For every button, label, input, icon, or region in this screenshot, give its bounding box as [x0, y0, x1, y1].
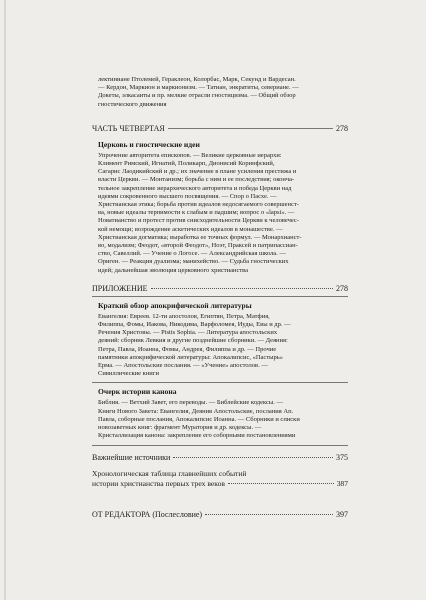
body-line: во, модализм; Феодот, «второй Феодот», Ноэт, Праксей и патрипассиан-	[98, 242, 298, 250]
body-line: идеями сокровенного высшего посвящения. — Спор о Пасхе. —	[98, 192, 277, 200]
toc-entry-sources[interactable]	[92, 452, 348, 463]
section-title-church: Церковь и гностические идеи	[98, 139, 200, 149]
body-line: Новатианство и протест против снисходительности Церкви к человечес-	[98, 217, 299, 225]
toc-entry-row	[92, 479, 348, 489]
section-title-apocrypha: Краткий обзор апокрифической литературы	[98, 300, 252, 310]
body-line: Ерма. — Апостольские послания. — «Учение» апостолов. —	[98, 362, 268, 370]
editor-heading: ОТ РЕДАКТОРА	[92, 509, 151, 519]
page-number: 278	[336, 123, 348, 133]
toc-entry-label: Важнейшие источники	[92, 452, 171, 462]
body-line: тельное закрепление иерархического авторитета и победа Церкви над	[98, 184, 292, 192]
intro-line: Докеты, элкасаиты и пр. мелкие отрасли гностицизма. — Общий обзор	[98, 92, 296, 100]
body-line: идей; дальнейшая эволюция церковного христианства	[98, 266, 249, 274]
divider	[92, 296, 348, 297]
toc-entry-chronology[interactable]	[92, 469, 348, 489]
toc-entry-label: ПРИЛОЖЕНИЕ	[92, 283, 148, 293]
body-line: памятники апокрифической литературы: Апокалипсис, «Пастырь»	[98, 353, 283, 361]
page-number: 375	[336, 452, 348, 462]
section-body-canon	[92, 399, 348, 440]
divider	[92, 382, 348, 383]
page-number: 278	[336, 283, 348, 293]
toc-entry-part4[interactable]	[92, 123, 348, 134]
section-body-church	[92, 152, 348, 275]
section-body-apocrypha	[92, 313, 348, 379]
page-fold	[4, 0, 6, 600]
body-line: Климент Римский, Игнатий, Поликарп, Дионисий Коринфский,	[98, 160, 275, 168]
toc-entry-label	[92, 509, 202, 520]
dot-leader	[168, 128, 333, 129]
toc-entry-appendix[interactable]	[92, 283, 348, 294]
body-line: Павла, соборные послания, Апокалипсис Иоанна. — Сборники и списки	[98, 415, 300, 423]
body-line: власти Церкви. — Монтанизм; борьба с ним и ее последствия; оконча-	[98, 176, 295, 184]
body-line: Книги Нового Завета: Евангелия, Деяния Апостольские, послания Ап.	[98, 407, 294, 415]
page-number: 387	[336, 478, 348, 488]
page-number: 397	[336, 509, 348, 519]
toc-entry-editor[interactable]	[92, 509, 348, 520]
dot-leader	[205, 514, 333, 515]
body-line: Сагарис Лаодикийский и др.; их значение в плане усиления престижа и	[98, 168, 297, 176]
body-line: Кристаллизация канона: закрепление его соборными постановлениями	[98, 432, 296, 440]
body-line: Евангелия: Евреев. 12-ти апостолов, Египтян, Петра, Матфия,	[98, 312, 270, 320]
toc-entry-label: ЧАСТЬ ЧЕТВЕРТАЯ	[92, 123, 165, 133]
dot-leader	[228, 483, 334, 484]
body-line: Ориген. — Реакция дуализма; манихейство. — Судьба гностических	[98, 258, 289, 266]
intro-line: — Кердон, Маркион и маркионизм. — Татиан, энкратиты, севериане. —	[98, 84, 299, 92]
body-line: Упрочение авторитета епископов. — Великие церковные иерархи:	[98, 151, 282, 159]
body-line: ство, Савеллий. — Учение о Логосе. — Александрийская школа. —	[98, 250, 286, 258]
body-line: Сивиллические книги	[98, 370, 159, 378]
intro-line: лектиниане Птолемей, Гераклеон, Колорбас, Марк, Секунд и Вардесан.	[98, 76, 296, 83]
body-line: Филиппа, Фомы, Иакова, Никодима, Варфоломея, Иуды, Евы и др. —	[98, 321, 291, 329]
intro-text	[92, 76, 348, 109]
body-line: Речения Христовы. — Pistis Sophia. — Литература апостольских	[98, 329, 278, 337]
body-line: новозаветных книг: фрагмент Муратория и др. кодексы. —	[98, 424, 262, 432]
section-title-canon: Очерк истории канона	[98, 387, 177, 397]
body-line: кой немощи; возрождение аскетических идеалов в монашестве. —	[98, 225, 283, 233]
dot-leader	[151, 288, 333, 289]
body-line: ва, новые идеалы терпимости к слабым и падшим; вопрос о «lapsi». —	[98, 209, 295, 217]
toc-content	[92, 76, 348, 520]
dot-leader	[173, 457, 333, 458]
intro-line: гностического движения	[98, 100, 167, 108]
toc-entry-label: истории христианства первых трех веков	[92, 478, 225, 488]
body-line: Христианская этика; борьба против идеалов недосягаемого совершенст-	[98, 201, 299, 209]
body-line: деяний: сборник Левкия и другие позднейшие сборники. — Деяния:	[98, 337, 288, 345]
divider	[92, 445, 348, 446]
body-line: Петра, Павла, Иоанна, Фомы, Андрея, Филиппа и др. — Прочие	[98, 345, 277, 353]
editor-subheading: (Послесловие)	[152, 509, 203, 519]
toc-entry-label: Хронологическая таблица главнейших событий	[92, 468, 247, 478]
body-line: Христианская догматика; выработка ее точных формул. — Монархианст-	[98, 233, 302, 241]
body-line: Библия. — Ветхий Завет, его переводы. — Библейские кодексы. —	[98, 399, 283, 407]
